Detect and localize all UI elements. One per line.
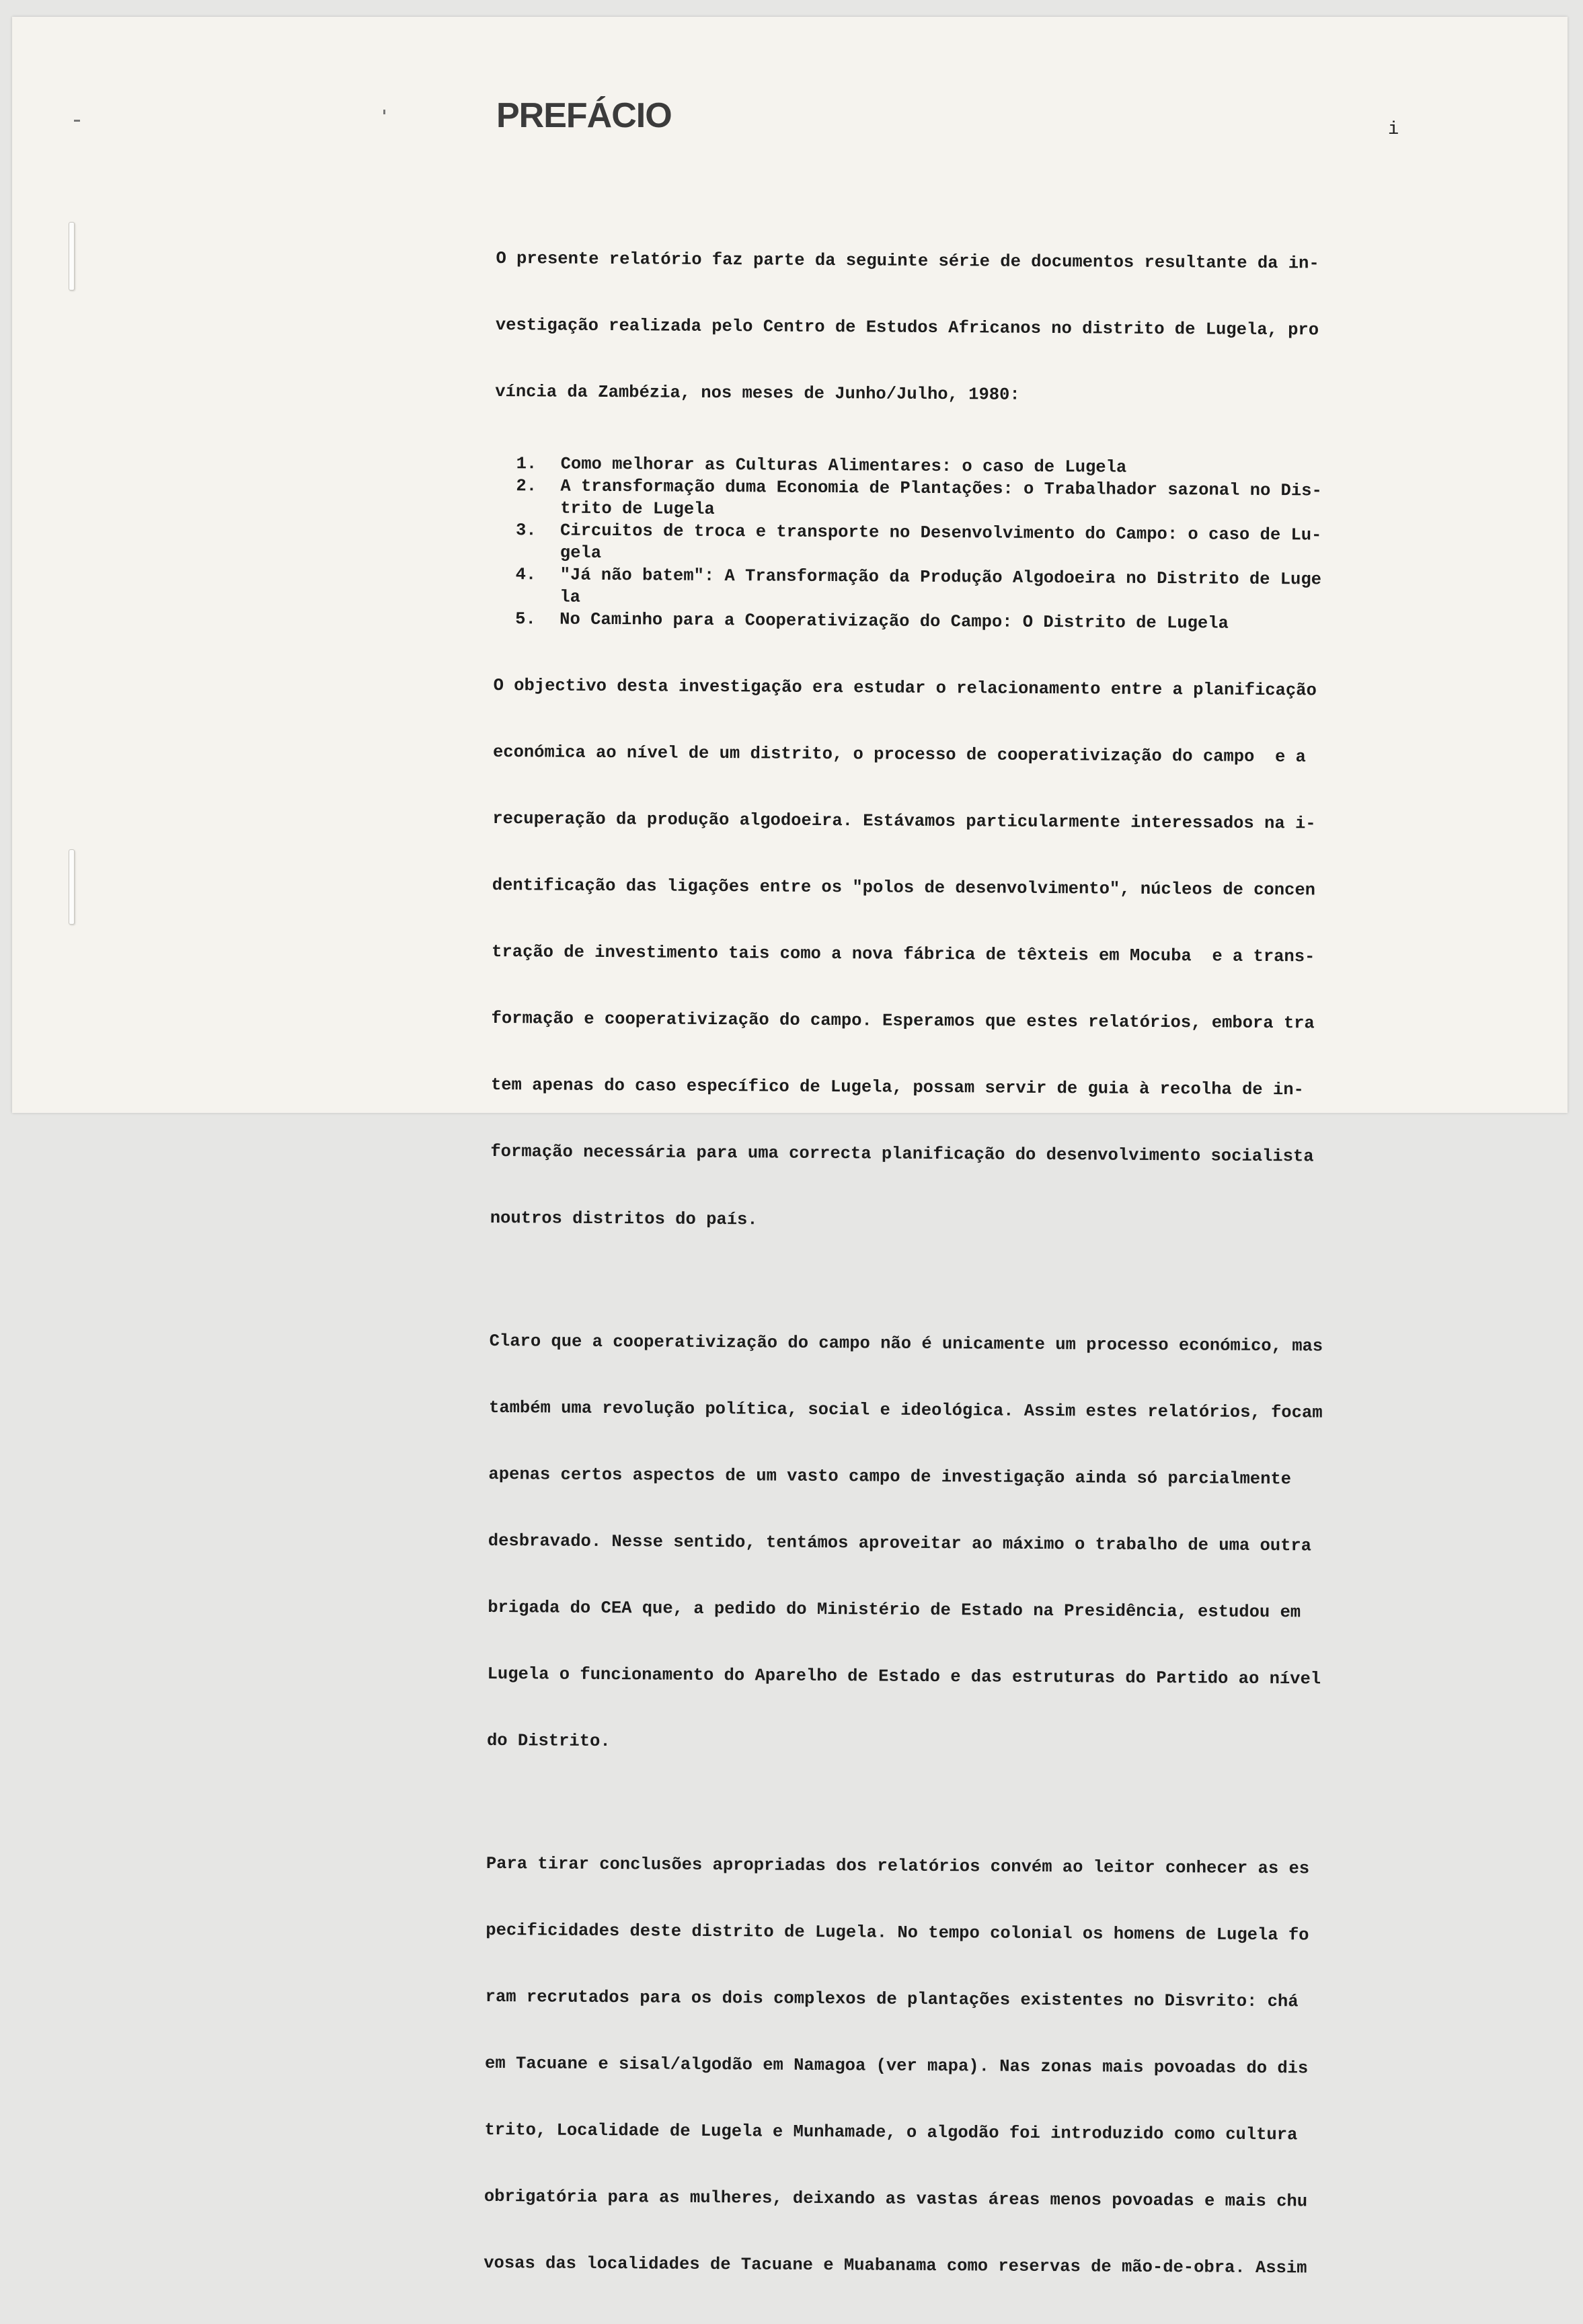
report-series-list — [494, 453, 1406, 635]
text-line: la — [559, 587, 581, 607]
list-item-text — [559, 564, 1321, 613]
text-line: recuperação da produção algodoeira. Estávamos particularmente interessados na i- — [492, 808, 1316, 834]
text-line: pecificidades deste distrito de Lugela. No tempo colonial os homens de Lugela fo — [486, 1920, 1309, 1945]
list-item-text — [559, 609, 1229, 635]
text-line: formação e cooperativização do campo. Esperamos que estes relatórios, embora tra — [491, 1008, 1315, 1034]
text-line: tem apenas do caso específico de Lugela, possam servir de guia à recolha de in- — [490, 1075, 1304, 1100]
text-line: apenas certos aspectos de um vasto campo de investigação ainda só parcialmente — [488, 1464, 1292, 1489]
text-line: do Distrito. — [486, 1730, 611, 1752]
list-item-number: 5. — [515, 609, 536, 629]
staple — [69, 222, 75, 290]
text-line: A transformação duma Economia de Plantações: o Trabalhador sazonal no Dis- — [560, 476, 1322, 501]
text-line: também uma revolução política, social e ideológica. Assim estes relatórios, focam — [488, 1397, 1323, 1423]
text-line: víncia da Zambézia, nos meses de Junho/Julho, 1980: — [495, 381, 1020, 405]
list-item-number: 1. — [516, 454, 537, 474]
text-line: gela — [559, 543, 602, 563]
text-line: O presente relatório faz parte da seguinte série de documentos resultante da in- — [496, 248, 1319, 274]
text-line: obrigatória para as mulheres, deixando as vastas áreas menos povoadas e mais chu — [484, 2186, 1308, 2212]
list-item — [494, 475, 1405, 525]
text-line: trito, Localidade de Lugela e Munhamade, o algodão foi introduzido como cultura — [484, 2120, 1298, 2145]
intro-paragraph — [495, 203, 1407, 453]
paper-mark — [383, 110, 385, 114]
text-line: formação necessária para uma correcta planificação do desenvolvimento socialista — [490, 1141, 1314, 1167]
text-line: "Já não batem": A Transformação da Produção Algodoeira no Distrito de Luge — [559, 565, 1322, 590]
body-paragraph — [487, 1286, 1401, 1802]
text-line: O objectivo desta investigação era estudar o relacionamento entre a planificação — [493, 675, 1317, 701]
text-line: vosas das localidades de Tacuane e Muabanama como reservas de mão-de-obra. Assim — [484, 2253, 1307, 2278]
body-paragraph — [484, 1808, 1398, 2324]
text-line: Claro que a cooperativização do campo não é unicamente um processo económico, mas — [489, 1331, 1323, 1356]
list-item-text — [560, 475, 1322, 525]
list-item-text — [561, 453, 1127, 479]
text-line: Como melhorar as Culturas Alimentares: o caso de Lugela — [560, 454, 1127, 477]
list-item-text — [560, 520, 1322, 569]
list-item-number: 3. — [515, 520, 537, 541]
text-line: Para tirar conclusões apropriadas dos relatórios convém ao leitor conhecer as es — [486, 1853, 1310, 1879]
staple — [69, 849, 75, 925]
text-line: brigada do CEA que, a pedido do Ministério de Estado na Presidência, estudou em — [488, 1597, 1301, 1623]
document-body — [484, 203, 1407, 2324]
text-line: em Tacuane e sisal/algodão em Namagoa (ver mapa). Nas zonas mais povoadas do dis — [485, 2053, 1309, 2079]
text-line: noutros distritos do país. — [490, 1208, 758, 1230]
page-title: PREFÁCIO — [496, 96, 672, 135]
text-line: ram recrutados para os dois complexos de plantações existentes no Disvrito: chá — [485, 1986, 1299, 2012]
list-item-number: 2. — [516, 476, 537, 496]
text-line: dentificação das ligações entre os "polos de desenvolvimento", núcleos de concen — [492, 875, 1316, 900]
text-line: desbravado. Nesse sentido, tentámos aproveitar ao máximo o trabalho de uma outra — [488, 1531, 1312, 1556]
paper-mark — [74, 120, 80, 122]
list-item — [494, 564, 1405, 613]
text-line: tração de investimento tais como a nova fábrica de têxteis em Mocuba e a trans- — [492, 941, 1315, 967]
text-line: económica ao nível de um distrito, o processo de cooperativização do campo e a — [492, 742, 1306, 767]
body-paragraph — [490, 630, 1405, 1279]
list-item-number: 4. — [515, 565, 537, 585]
text-line: Circuitos de troca e transporte no Desenvolvimento do Campo: o caso de Lu- — [559, 520, 1322, 545]
text-line: vestigação realizada pelo Centro de Estudos Africanos no distrito de Lugela, pro — [495, 315, 1319, 340]
text-line: trito de Lugela — [560, 498, 715, 519]
text-line: Lugela o funcionamento do Aparelho de Estado e das estruturas do Partido ao nível — [487, 1664, 1321, 1689]
list-item — [494, 519, 1405, 569]
page-number: i — [1388, 120, 1399, 140]
text-line: No Caminho para a Cooperativização do Campo: O Distrito de Lugela — [559, 609, 1229, 633]
